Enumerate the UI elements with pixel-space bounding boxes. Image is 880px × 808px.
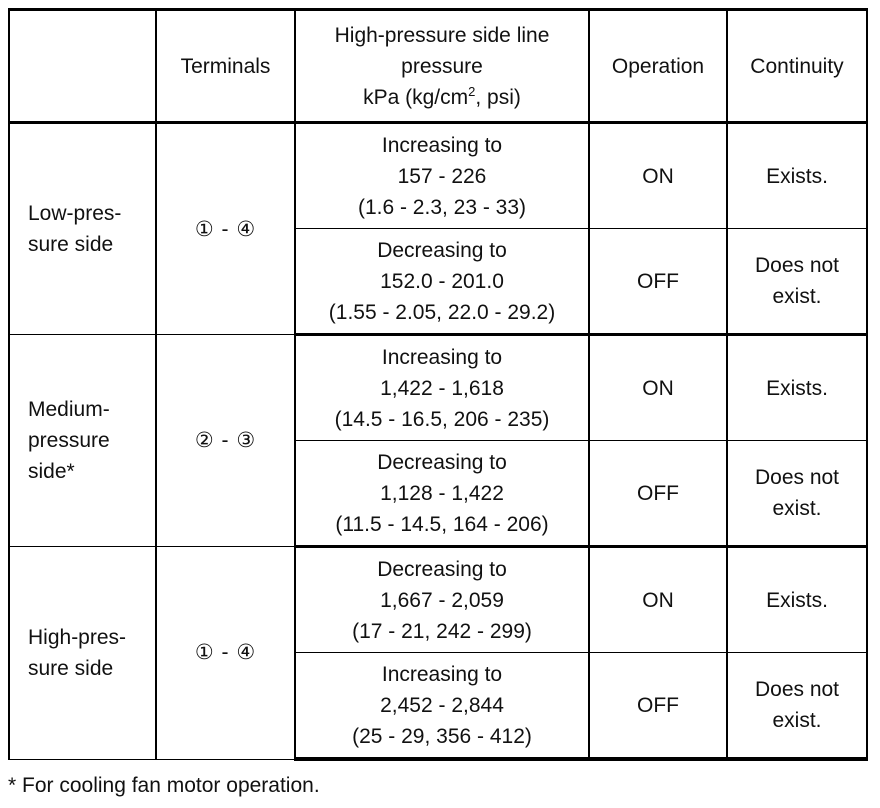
table-header-row <box>9 10 867 123</box>
operation-cell: ON <box>589 335 727 441</box>
operation-cell: OFF <box>589 441 727 547</box>
operation-cell: OFF <box>589 229 727 335</box>
table-row <box>9 547 867 653</box>
header-pressure <box>295 10 589 123</box>
pressure-cell: Increasing to 1,422 - 1,618 (14.5 - 16.5, 206 - 235) <box>295 335 589 441</box>
terminals-high: ① - ④ <box>156 547 295 760</box>
side-label-low: Low-pres- sure side <box>9 123 156 335</box>
header-unit-sup: 2 <box>468 83 476 99</box>
table-row <box>9 335 867 441</box>
header-unit-pre: kPa (kg/cm <box>363 85 469 109</box>
operation-cell: OFF <box>589 653 727 760</box>
side-label-medium: Medium- pressure side* <box>9 335 156 547</box>
header-pressure-unit <box>296 82 588 113</box>
pressure-cell: Increasing to 2,452 - 2,844 (25 - 29, 356 - 412) <box>295 653 589 760</box>
continuity-cell: Does not exist. <box>727 229 867 335</box>
header-continuity: Continuity <box>727 10 867 123</box>
table-row <box>9 123 867 229</box>
pressure-cell: Increasing to 157 - 226 (1.6 - 2.3, 23 - 33) <box>295 123 589 229</box>
header-pressure-line1: High-pressure side line <box>334 23 550 47</box>
pressure-cell: Decreasing to 1,667 - 2,059 (17 - 21, 242 - 299) <box>295 547 589 653</box>
continuity-cell: Exists. <box>727 335 867 441</box>
operation-cell: ON <box>589 123 727 229</box>
footnote: * For cooling fan motor operation. <box>8 774 320 797</box>
pressure-switch-spec-table <box>8 8 868 761</box>
terminals-medium: ② - ③ <box>156 335 295 547</box>
continuity-cell: Does not exist. <box>727 653 867 760</box>
operation-cell: ON <box>589 547 727 653</box>
header-pressure-line2: pressure <box>401 54 483 78</box>
header-operation: Operation <box>589 10 727 123</box>
continuity-cell: Exists. <box>727 123 867 229</box>
continuity-cell: Does not exist. <box>727 441 867 547</box>
header-terminals: Terminals <box>156 10 295 123</box>
header-blank-cell <box>9 10 156 123</box>
side-label-high: High-pres- sure side <box>9 547 156 760</box>
continuity-cell: Exists. <box>727 547 867 653</box>
pressure-cell: Decreasing to 1,128 - 1,422 (11.5 - 14.5, 164 - 206) <box>295 441 589 547</box>
pressure-cell: Decreasing to 152.0 - 201.0 (1.55 - 2.05, 22.0 - 29.2) <box>295 229 589 335</box>
header-unit-post: , psi) <box>475 85 521 109</box>
terminals-low: ① - ④ <box>156 123 295 335</box>
